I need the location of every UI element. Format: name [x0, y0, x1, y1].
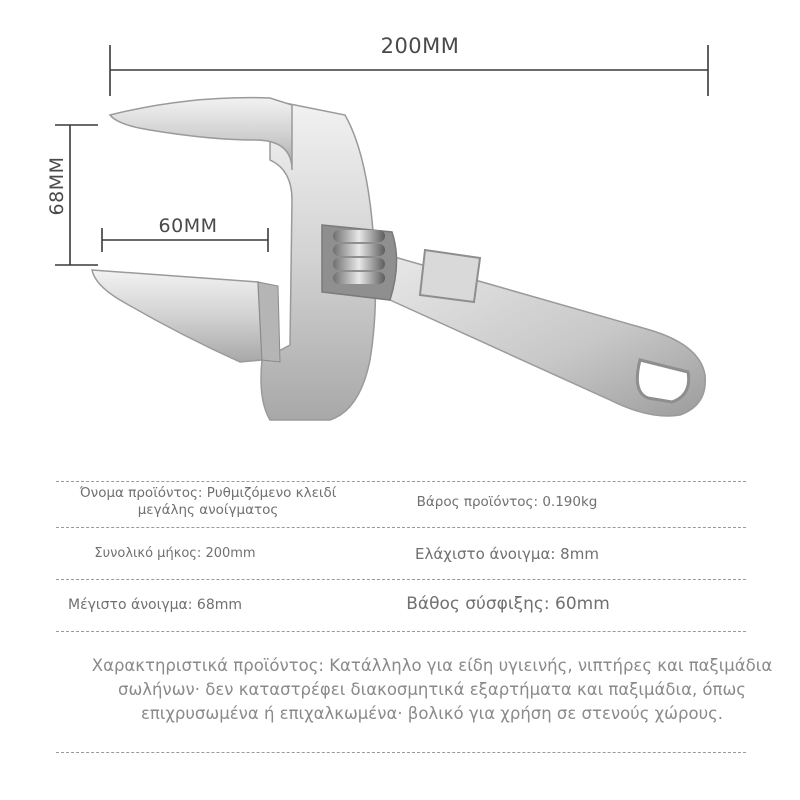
divider	[56, 631, 746, 632]
spec-total-length: Συνολικό μήκος: 200mm	[94, 546, 256, 561]
spec-product-weight: Βάρος προϊόντος: 0.190kg	[416, 494, 598, 510]
spec-max-opening: Μέγιστο άνοιγμα: 68mm	[67, 597, 242, 613]
opening-label: 60MM	[158, 215, 218, 237]
divider	[56, 752, 746, 753]
slide-block	[258, 282, 280, 362]
length-label: 200MM	[380, 34, 460, 58]
divider	[56, 527, 746, 528]
height-label: 68MM	[46, 156, 68, 216]
handle-slot	[420, 250, 480, 302]
spec-min-opening: Ελάχιστο άνοιγμα: 8mm	[415, 545, 599, 563]
spec-product-name: Όνομα προϊόντος: Ρυθμιζόμενο κλειδί μεγάλης ανοίγματος	[79, 485, 337, 518]
lower-jaw	[92, 270, 262, 362]
product-features: Χαρακτηριστικά προϊόντος: Κατάλληλο για είδη υγιεινής, νιπτήρες και παξιμάδια σωλήνων· δεν καταστρέφει διακοσμητικά εξαρτήματα και παξιμάδια, όπως επιχρυσωμένα ή επιχαλκωμένα· βολικό για χρήση σε στενούς χώρους.	[91, 656, 773, 723]
divider	[56, 481, 746, 482]
upper-jaw	[110, 98, 292, 170]
divider	[56, 579, 746, 580]
spec-clamp-depth: Βάθος σύσφιξης: 60mm	[406, 594, 610, 614]
